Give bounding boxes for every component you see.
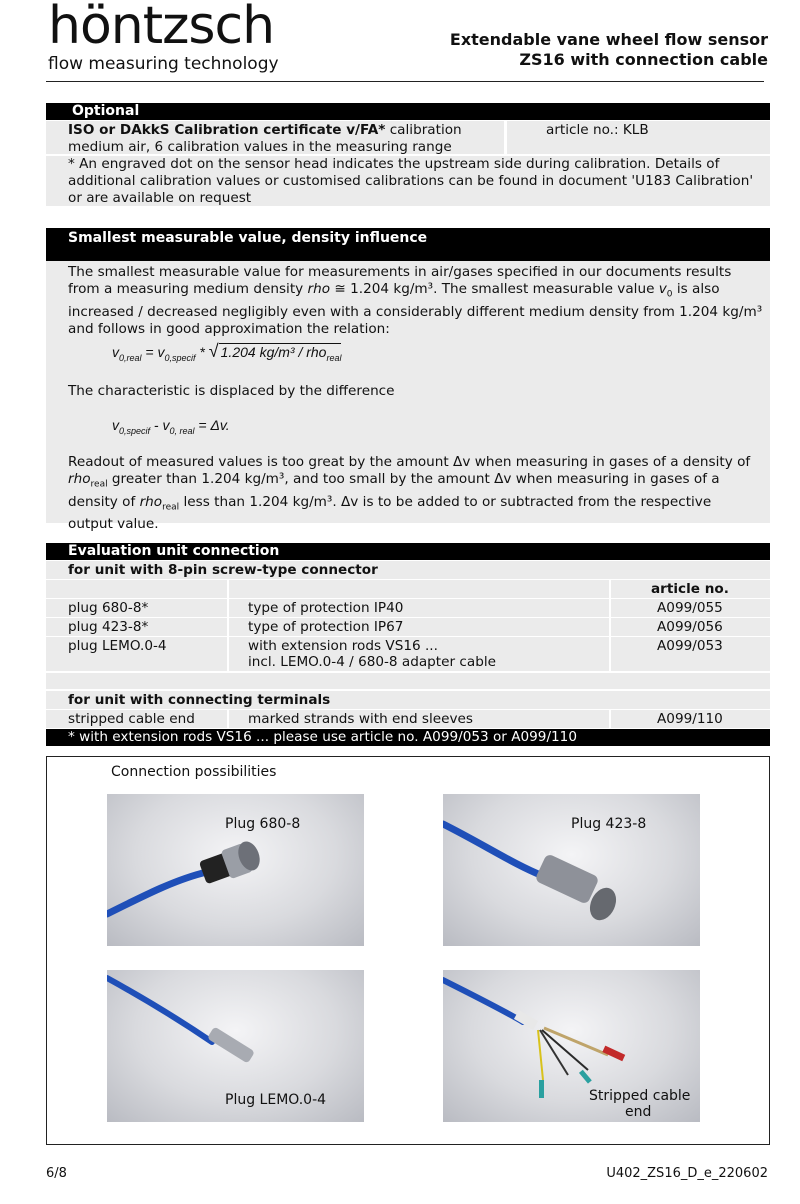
optional-heading: Optional [72,103,140,119]
paragraph-3: Readout of measured values is too great by the amount Δv when measuring in gases of a density of rho$_{real}$ greater than 1.204 kg/m³, and too small by the amount Δv when measuring in gases of a density of rho$_{real}$ less than 1.204 kg/m³. Δv is to be added to or subtracted from the respective output value. [68,454,751,533]
photos-caption: Connection possibilities [111,764,277,780]
table-row: plug LEMO.0-4 with extension rods VS16 ... incl. LEMO.0-4 / 680-8 adapter cable A099/053 [46,637,770,671]
document-title [450,30,768,70]
photo-plug-423-8 [443,794,700,946]
calibration-article: article no.: KLB [546,122,649,138]
column-header-article: article no. [651,581,729,597]
column-divider [504,121,507,154]
formula-2: $v_{0,specif} - v_{0, real} = \Delta v$. [112,417,230,436]
photo-plug-lemo [107,970,364,1122]
subheading-screw-connector: for unit with 8-pin screw-type connector [46,561,770,579]
smallest-value-body [46,261,770,533]
table-spacer-row [46,673,770,689]
photo-plug-680-8 [107,794,364,946]
document-id: U402_ZS16_D_e_220602 [606,1166,768,1181]
optional-heading-bar [46,103,770,120]
table-row: plug 423-8* type of protection IP67 A099/056 [46,618,770,636]
evaluation-footnote: * with extension rods VS16 ... please use article no. A099/053 or A099/110 [68,729,577,745]
photo-stripped-cable [443,970,700,1122]
connection-photos-panel [46,756,770,1145]
smallest-value-heading: Smallest measurable value, density influence [68,230,428,246]
photo-label: Plug LEMO.0-4 [225,1092,327,1108]
evaluation-heading: Evaluation unit connection [68,543,280,559]
table-header-row [46,580,770,598]
page-number: 6/8 [46,1166,67,1181]
calibration-description: ISO or DAkkS Calibration certificate v/FA* calibration medium air, 6 calibration values in the measuring range [68,122,462,155]
smallest-value-heading-bar [46,228,770,261]
paragraph-2: The characteristic is displaced by the difference [68,383,395,399]
paragraph-1: The smallest measurable value for measurements in air/gases specified in our documents results from a measuring medium density rho ≅ 1.204 kg/m³. The smallest measurable value $v_0$ is also increased / decreased negligibly even with a considerably different medium density from 1.204 kg/m³ and follows in good approximation the relation: [68,264,763,337]
title-line-1: Extendable vane wheel flow sensor [449,30,768,49]
subheading-terminals: for unit with connecting terminals [46,691,770,709]
photo-label: end [625,1104,652,1120]
calibration-note: * An engraved dot on the sensor head indicates the upstream side during calibration. Details of additional calibration values or customised calibrations can be found in document 'U183 Calibration' or are available on request [46,156,770,206]
photo-label: Plug 423-8 [571,816,647,832]
evaluation-heading-bar [46,543,770,560]
company-logo: höntzsch [48,0,275,56]
calibration-detail: medium air, 6 calibration values in the measuring range [68,139,452,155]
calibration-row [46,121,770,154]
evaluation-footnote-bar [46,729,770,746]
calibration-title: ISO or DAkkS Calibration certificate v/FA* [68,122,386,138]
title-line-2: ZS16 with connection cable [519,50,768,69]
table-row: stripped cable end marked strands with end sleeves A099/110 [46,710,770,728]
formula-1: $v_{0,real} = v_{0,specif}$ * √ 1.204 kg/m³ / rho$_{real}$ [112,341,342,363]
header-divider [46,81,764,82]
photo-label: Plug 680-8 [225,816,301,832]
photo-label: Stripped cable [589,1088,691,1104]
logo-tagline: flow measuring technology [48,54,279,74]
table-row: plug 680-8* type of protection IP40 A099/055 [46,599,770,617]
